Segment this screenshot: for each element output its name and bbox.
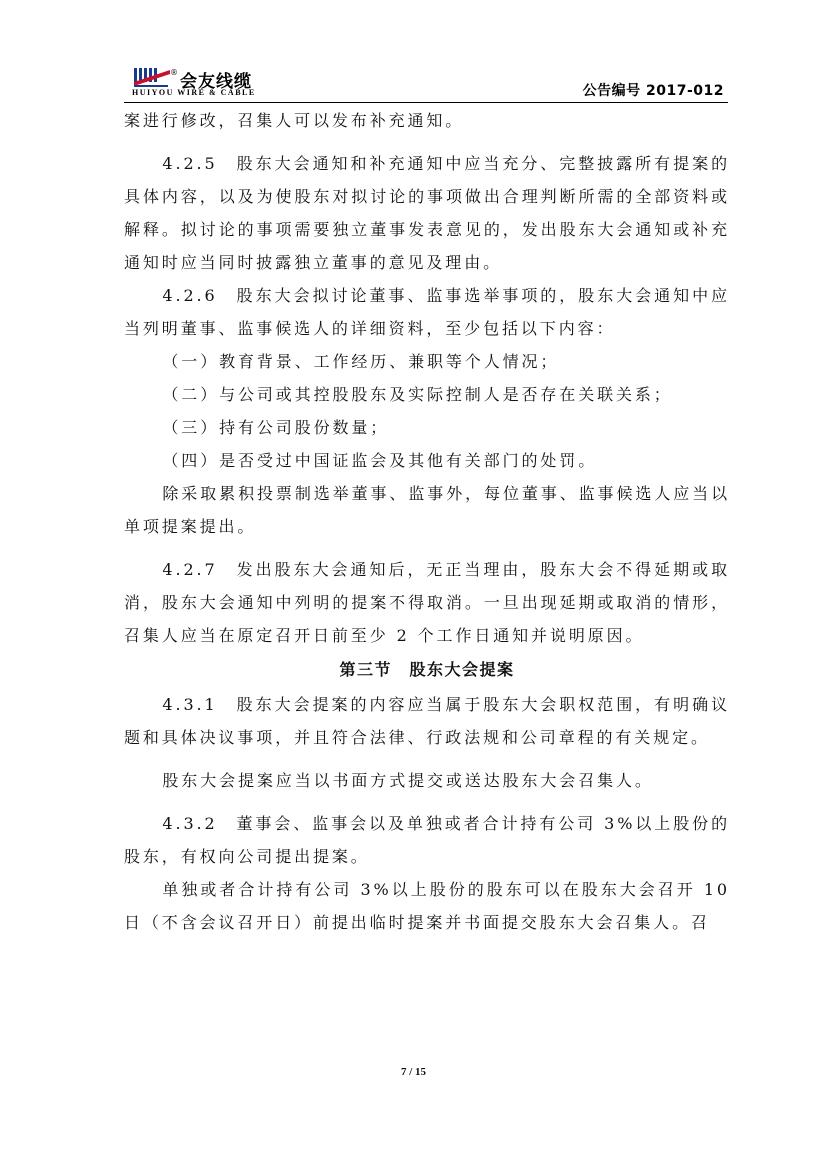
- section-title: 第三节 股东大会提案: [339, 660, 515, 679]
- paragraph: 4.2.7 发出股东大会通知后，无正当理由，股东大会不得延期或取消，股东大会通知中列明的提案不得取消。一旦出现延期或取消的情形，召集人应当在原定召开日前至少 2 个工作日通知并说明原因。: [124, 560, 730, 645]
- announcement-number: 公告编号 2017-012: [582, 83, 724, 99]
- paragraph-spacer: [124, 754, 730, 764]
- logo-chinese-name: 会友线缆: [180, 72, 252, 92]
- paragraph-spacer: [124, 543, 730, 553]
- logo-english-name: HUIYOU WIRE & CABLE: [132, 88, 256, 97]
- paragraph: 单独或者合计持有公司 3%以上股份的股东可以在股东大会召开 10日（不含会议召开日）前提出临时提案并书面提交股东大会召集人。召: [124, 880, 730, 932]
- page-header: [124, 66, 728, 104]
- paragraph-group-2: [124, 688, 730, 939]
- paragraph-spacer: [124, 137, 730, 147]
- page-number: 7 / 15: [400, 1066, 427, 1078]
- company-logo: [124, 66, 324, 100]
- paragraph: 4.2.5 股东大会通知和补充通知中应当充分、完整披露所有提案的具体内容，以及为使股东对拟讨论的事项做出合理判断所需的全部资料或解释。拟讨论的事项需要独立董事发表意见的，发出股东大会通知或补充通知时应当同时披露独立董事的意见及理由。: [124, 154, 730, 272]
- logo-registered-mark: ®: [170, 68, 178, 77]
- paragraph: （三）持有公司股份数量；: [162, 418, 390, 437]
- paragraph-group-1: [124, 104, 730, 652]
- paragraph: 4.2.6 股东大会拟讨论董事、监事选举事项的，股东大会通知中应当列明董事、监事候选人的详细资料，至少包括以下内容：: [124, 286, 730, 338]
- paragraph: （一）教育背景、工作经历、兼职等个人情况；: [162, 352, 560, 371]
- paragraph-spacer: [124, 797, 730, 807]
- paragraph: 案进行修改，召集人可以发布补充通知。: [124, 111, 465, 130]
- paragraph: 除采取累积投票制选举董事、监事外，每位董事、监事候选人应当以单项提案提出。: [124, 484, 730, 536]
- paragraph: （二）与公司或其控股股东及实际控制人是否存在关联关系；: [162, 385, 673, 404]
- paragraph: （四）是否受过中国证监会及其他有关部门的处罚。: [162, 451, 598, 470]
- document-body: [124, 104, 730, 939]
- paragraph: 股东大会提案应当以书面方式提交或送达股东大会召集人。: [162, 771, 654, 790]
- paragraph: 4.3.2 董事会、监事会以及单独或者合计持有公司 3%以上股份的股东，有权向公司提出提案。: [124, 814, 730, 866]
- paragraph: 4.3.1 股东大会提案的内容应当属于股东大会职权范围，有明确议题和具体决议事项，并且符合法律、行政法规和公司章程的有关规定。: [124, 695, 730, 747]
- header-divider: [124, 102, 728, 103]
